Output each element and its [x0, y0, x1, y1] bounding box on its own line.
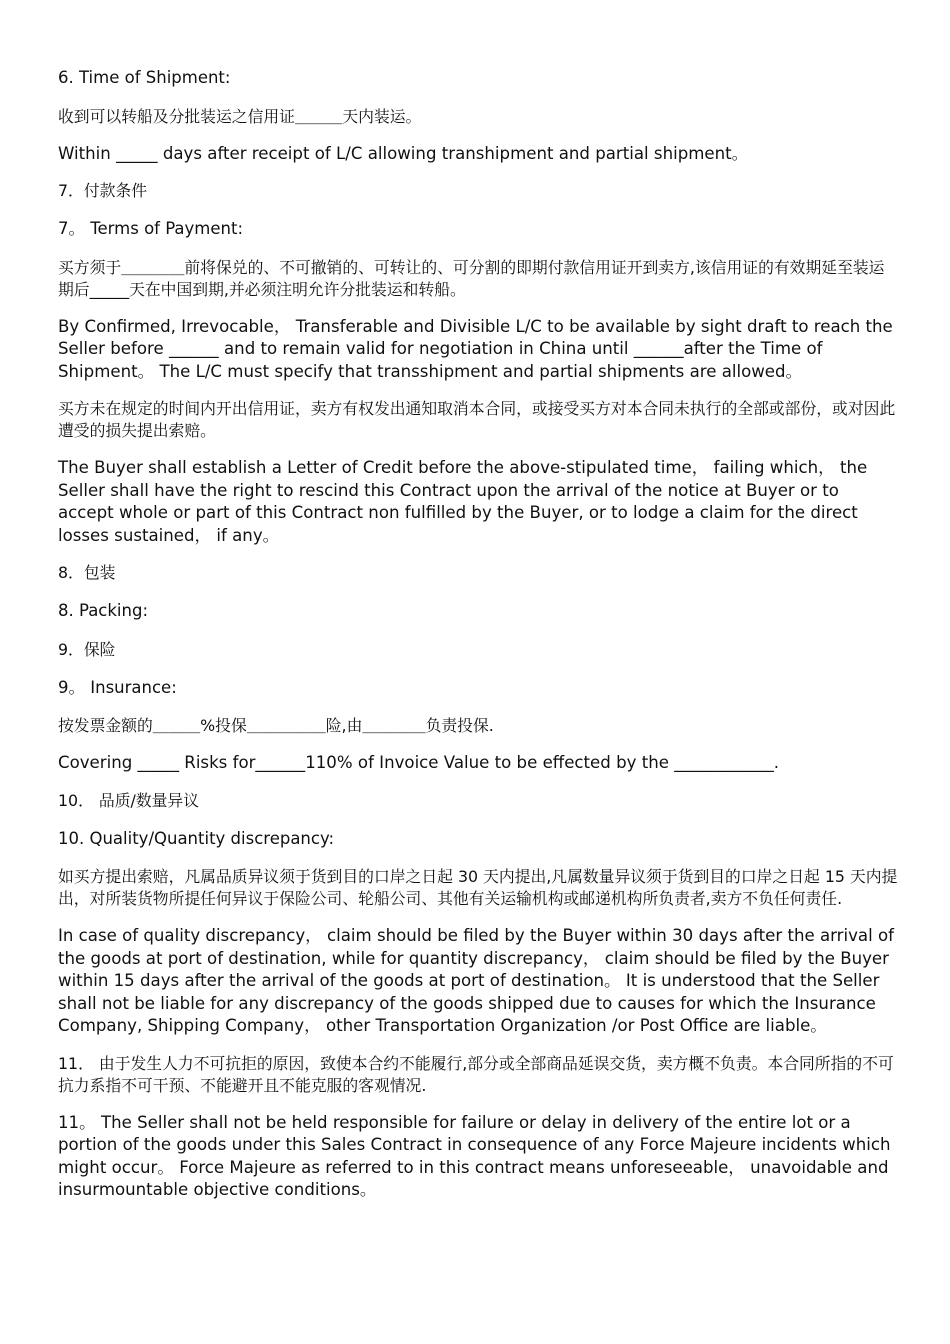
section-7-english-text-2: The Buyer shall establish a Letter of Credit before the above-stipulated time， failing which， the Seller shall have the right to rescind this Contract upon the arrival of the notice at Buyer or to accept whole or part of this Contract non fulfilled by the Buyer, or to lodge a claim for the direct losses sustained， if any。: [58, 458, 868, 545]
section-10-heading-chinese: 10． 品质/数量异议: [58, 790, 200, 810]
section-10-english-text: In case of quality discrepancy， claim should be filed by the Buyer within 30 days after the arrival of the goods at port of destination, while for quantity discrepancy， claim should be filed by the Buyer within 15 days after the arrival of the goods at port of destination。 It is understood that the Seller shall not be liable for any discrepancy of the goods shipped due to causes for which the Insurance Company, Shipping Company， other Transportation Organization /or Post Office are liable。: [58, 926, 894, 1035]
section-9-heading-chinese: 9．保险: [58, 639, 116, 659]
section-7-heading-chinese: 7．付款条件: [58, 181, 148, 200]
section-7-english-text-1: By Confirmed, Irrevocable， Transferable and Divisible L/C to be available by sight draft to reach the Seller before ______ and to remain valid for negotiation in China until ______after the Time of Shipment。 The L/C must specify that transshipment and partial shipments are allowed。: [58, 316, 893, 381]
section-6-heading: 6. Time of Shipment:: [58, 68, 231, 87]
section-6-chinese-text: 收到可以转船及分批装运之信用证＿＿＿天内装运。: [58, 106, 422, 126]
section-9-english-text: Covering _____ Risks for______110% of Invoice Value to be effected by the ____________.: [58, 753, 780, 772]
section-9-heading-english: 9。 Insurance:: [58, 677, 177, 697]
section-11-english-text: 11。 The Seller shall not be held responsible for failure or delay in delivery of the entire lot or a portion of the goods under this Sales Contract in consequence of any Force Majeure incidents which might occur。 Force Majeure as referred to in this contract means unforeseeable， unavoidable and insurmountable objective conditions。: [58, 1112, 891, 1199]
section-8-heading-chinese: 8．包装: [58, 563, 116, 582]
contract-page: [58, 67, 898, 1217]
section-6-english-text: Within _____ days after receipt of L/C allowing transhipment and partial shipment。: [58, 143, 749, 163]
section-11-chinese-text: 11． 由于发生人力不可抗拒的原因，致使本合约不能履行,部分或全部商品延误交货，卖方概不负责。本合同所指的不可抗力系指不可干预、不能避开且不能克服的客观情况.: [58, 1053, 894, 1095]
section-10-heading-english: 10. Quality/Quantity discrepancy:: [58, 828, 335, 848]
section-9-chinese-text: 按发票金额的＿＿＿%投保＿＿＿＿＿险,由＿＿＿＿负责投保.: [58, 716, 494, 735]
section-7-chinese-text-2: 买方未在规定的时间内开出信用证，卖方有权发出通知取消本合同，或接受买方对本合同未执行的全部或部份，或对因此遭受的损失提出索赔。: [58, 399, 896, 440]
section-7-chinese-text-1: 买方须于＿＿＿＿前将保兑的、不可撤销的、可转让的、可分割的即期付款信用证开到卖方,该信用证的有效期延至装运期后_____天在中国到期,并必须注明允许分批装运和转船。: [58, 257, 885, 299]
section-10-chinese-text: 如买方提出索赔，凡属品质异议须于货到目的口岸之日起 30 天内提出,凡属数量异议须于货到目的口岸之日起 15 天内提出，对所装货物所提任何异议于保险公司、轮船公司、其他有关运输机构或邮递机构所负责者,卖方不负任何责任.: [58, 867, 898, 908]
section-8-heading-english: 8. Packing:: [58, 601, 149, 620]
section-7-heading-english: 7。 Terms of Payment:: [58, 219, 244, 238]
